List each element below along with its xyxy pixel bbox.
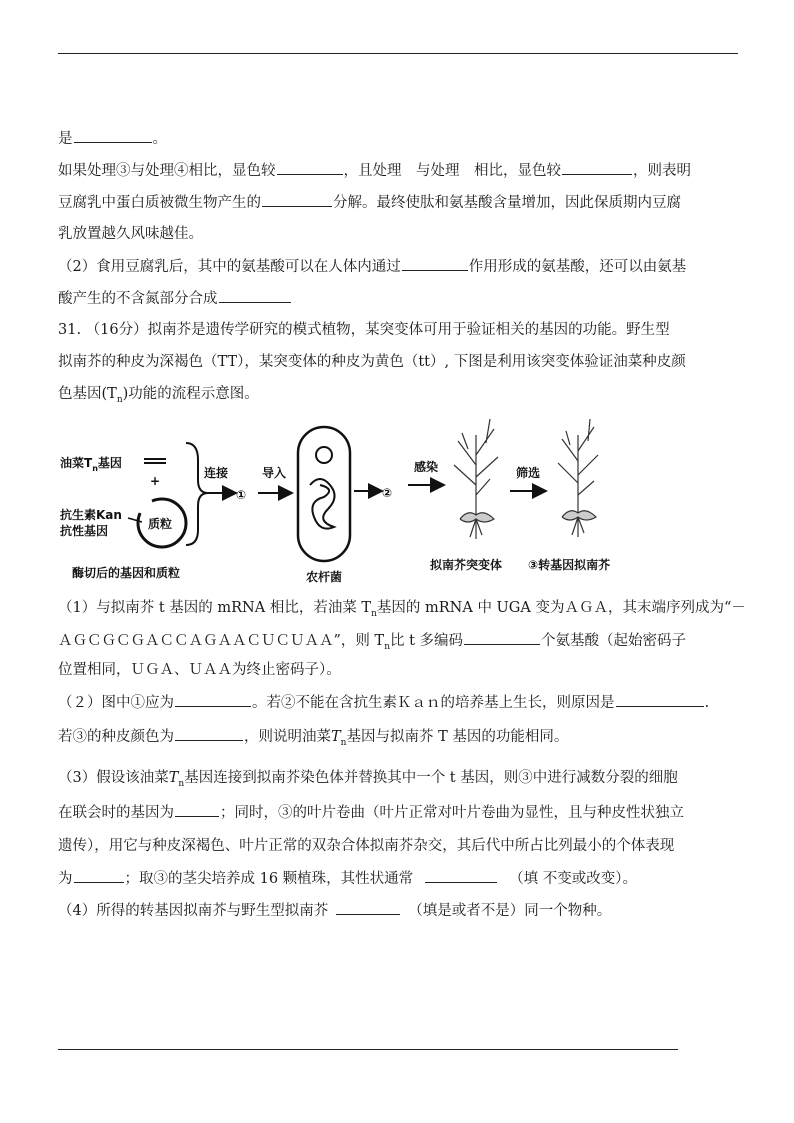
label-kan-2: 抗性基因 — [60, 524, 109, 538]
answer-blank[interactable] — [74, 128, 152, 143]
answer-blank[interactable] — [562, 160, 632, 175]
text-line: （2）食用豆腐乳后，其中的氨基酸可以在人体内通过 作用形成的氨基酸，还可以由氨基 — [58, 256, 686, 277]
answer-blank[interactable] — [175, 726, 243, 741]
plasmid-cut-gap — [140, 501, 152, 513]
arrow-label-import: 导入 — [262, 466, 287, 480]
answer-blank[interactable] — [175, 692, 251, 707]
text-line: 为 ；取③的茎尖培养成 16 颗植珠，其性状通常 （填 不变或改变）。 — [58, 868, 637, 889]
answer-blank[interactable] — [175, 802, 219, 817]
label-gene: 油菜$T_n$基因 — [60, 456, 122, 473]
text-line: 在联会时的基因为 ；同时，③的叶片卷曲（叶片正常对叶片卷曲为显性，且与种皮性状独立 — [58, 802, 684, 823]
text-line: 乳放置越久风味越佳。 — [58, 226, 203, 242]
text-line: （3）假设该油菜$T_n$基因连接到拟南芥染色体并替换其中一个 t 基因，则③中进行减数分裂的细胞 — [58, 770, 678, 789]
arrow-label-infect: 感染 — [414, 460, 439, 474]
arrow-label-connect: 连接 — [204, 466, 229, 480]
text-line: 色基因$(T_n)$功能的流程示意图。 — [58, 386, 259, 405]
label-cut-gene-plasmid: 酶切后的基因和质粒 — [72, 566, 181, 580]
text-line: 酸产生的不含氮部分合成 — [58, 288, 292, 309]
text-line: 是 。 — [58, 128, 167, 149]
answer-blank[interactable] — [277, 160, 343, 175]
bacterium-label: 农杆菌 — [306, 570, 343, 584]
transgenic-label: ③转基因拟南芥 — [528, 558, 611, 572]
answer-blank[interactable] — [425, 868, 497, 883]
answer-blank[interactable] — [464, 630, 540, 645]
text-line: 若③的种皮颜色为 ，则说明油菜$T_n$基因与拟南芥 T 基因的功能相同。 — [58, 726, 568, 753]
question-31-intro: 31. （16分）拟南芥是遗传学研究的模式植物，某突变体可用于验证相关的基因的功能。野生型 — [58, 322, 670, 338]
transgenic-plant-icon — [558, 419, 598, 537]
label-kan-1: 抗生素Kan — [60, 508, 122, 522]
chromosome-icon — [310, 479, 335, 529]
mutant-label: 拟南芥突变体 — [430, 558, 503, 572]
text-line: 遗传），用它与种皮深褐色、叶片正常的双杂合体拟南芥杂交，其后代中所占比列最小的个体表现 — [58, 838, 675, 854]
text-line: ＡＧＣＧＣＧＡＣＣＡＧＡＡＣＵＣＵＡＡ”，则 $T_n$比 t 多编码 个氨基酸（起始密码子 — [58, 630, 686, 657]
step-2-marker: ② — [382, 486, 393, 500]
plasmid-label: 质粒 — [148, 517, 173, 531]
answer-blank[interactable] — [336, 900, 400, 915]
answer-blank[interactable] — [616, 692, 704, 707]
mutant-plant-icon — [454, 419, 498, 539]
gene-fragment-icon — [144, 459, 166, 463]
header-rule — [58, 53, 738, 54]
text-line: （4）所得的转基因拟南芥与野生型拟南芥 （填是或者不是）同一个物种。 — [58, 900, 611, 921]
text-line: 豆腐乳中蛋白质被微生物产生的 分解。最终使肽和氨基酸含量增加，因此保质期内豆腐 — [58, 192, 681, 213]
plus-sign: + — [150, 474, 161, 488]
footer-rule — [58, 1049, 678, 1050]
text-line: 如果处理③与处理④相比，显色较 ，且处理 与处理 相比，显色较 ，则表明 — [58, 160, 691, 181]
flow-diagram — [58, 405, 698, 590]
text-line: （２）图中①应为 。若②不能在含抗生素Ｋａｎ的培养基上生长，则原因是 . — [58, 692, 709, 713]
answer-blank[interactable] — [219, 288, 291, 303]
text-line: 拟南芥的种皮为深褐色（TT），某突变体的种皮为黄色（tt）, 下图是利用该突变体验证油菜种皮颜 — [58, 354, 686, 370]
arrow-label-screen: 筛选 — [516, 466, 541, 480]
answer-blank[interactable] — [262, 192, 332, 207]
text-line: 位置相同，ＵＧＡ、ＵＡＡ为终止密码子）。 — [58, 662, 341, 678]
answer-blank[interactable] — [402, 256, 468, 271]
plasmid-in-bacterium-icon — [316, 447, 332, 463]
answer-blank[interactable] — [74, 868, 124, 883]
text-line: （1）与拟南芥 t 基因的 mRNA 相比，若油菜 $T_n$基因的 mRNA 中 UGA 变为ＡＧＡ，其末端序列成为“－ — [58, 600, 746, 619]
step-1-marker: ① — [236, 488, 247, 502]
